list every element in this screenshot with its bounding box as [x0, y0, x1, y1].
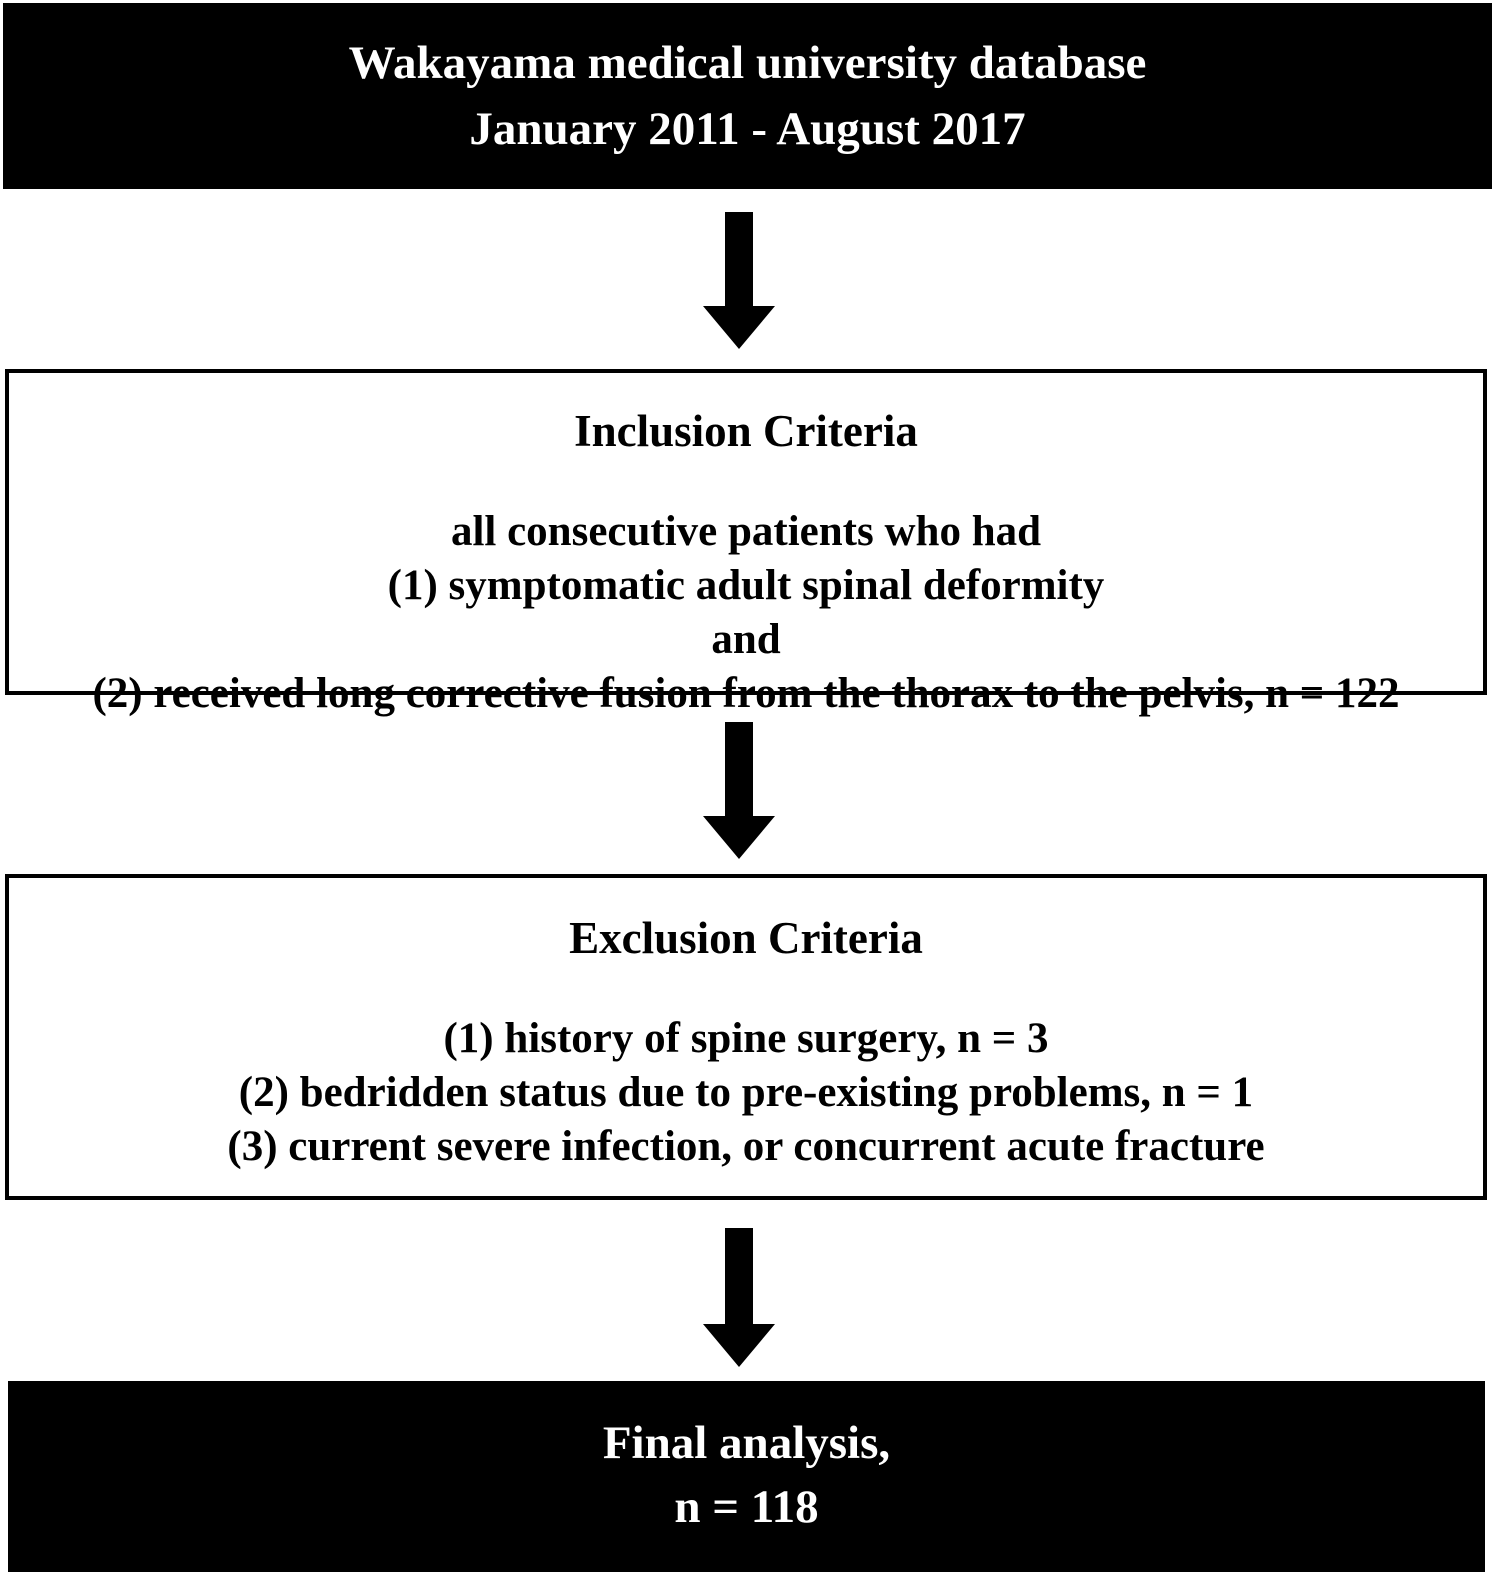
database-line-2: January 2011 - August 2017: [469, 103, 1026, 155]
down-arrow-icon: [702, 722, 776, 860]
inclusion-criteria-line-3: and: [711, 616, 781, 663]
exclusion-criteria-line-1: (1) history of spine surgery, n = 3: [443, 1015, 1049, 1062]
inclusion-criteria-heading: Inclusion Criteria: [574, 406, 918, 456]
exclusion-criteria-heading: Exclusion Criteria: [569, 913, 923, 963]
inclusion-criteria-line-1: all consecutive patients who had: [450, 508, 1042, 555]
database-line-1: Wakayama medical university database: [348, 37, 1147, 89]
inclusion-criteria-line-2: (1) symptomatic adult spinal deformity: [387, 562, 1105, 609]
final-analysis-node: [8, 1381, 1485, 1572]
database-node: [3, 3, 1492, 189]
exclusion-criteria-body: [227, 1012, 1264, 1174]
final-analysis-line-1: Final analysis,: [602, 1417, 891, 1469]
exclusion-criteria-line-3: (3) current severe infection, or concurrent acute fracture: [227, 1123, 1265, 1170]
final-analysis-line-2: n = 118: [674, 1481, 819, 1533]
inclusion-criteria-line-4: (2) received long corrective fusion from the thorax to the pelvis, n = 122: [92, 670, 1400, 717]
inclusion-criteria-node: [5, 369, 1487, 717]
down-arrow-icon: [702, 1228, 776, 1368]
exclusion-criteria-node: [5, 874, 1487, 1200]
inclusion-criteria-body: [92, 505, 1399, 721]
down-arrow-icon: [702, 212, 776, 350]
exclusion-criteria-line-2: (2) bedridden status due to pre-existing problems, n = 1: [238, 1069, 1254, 1116]
